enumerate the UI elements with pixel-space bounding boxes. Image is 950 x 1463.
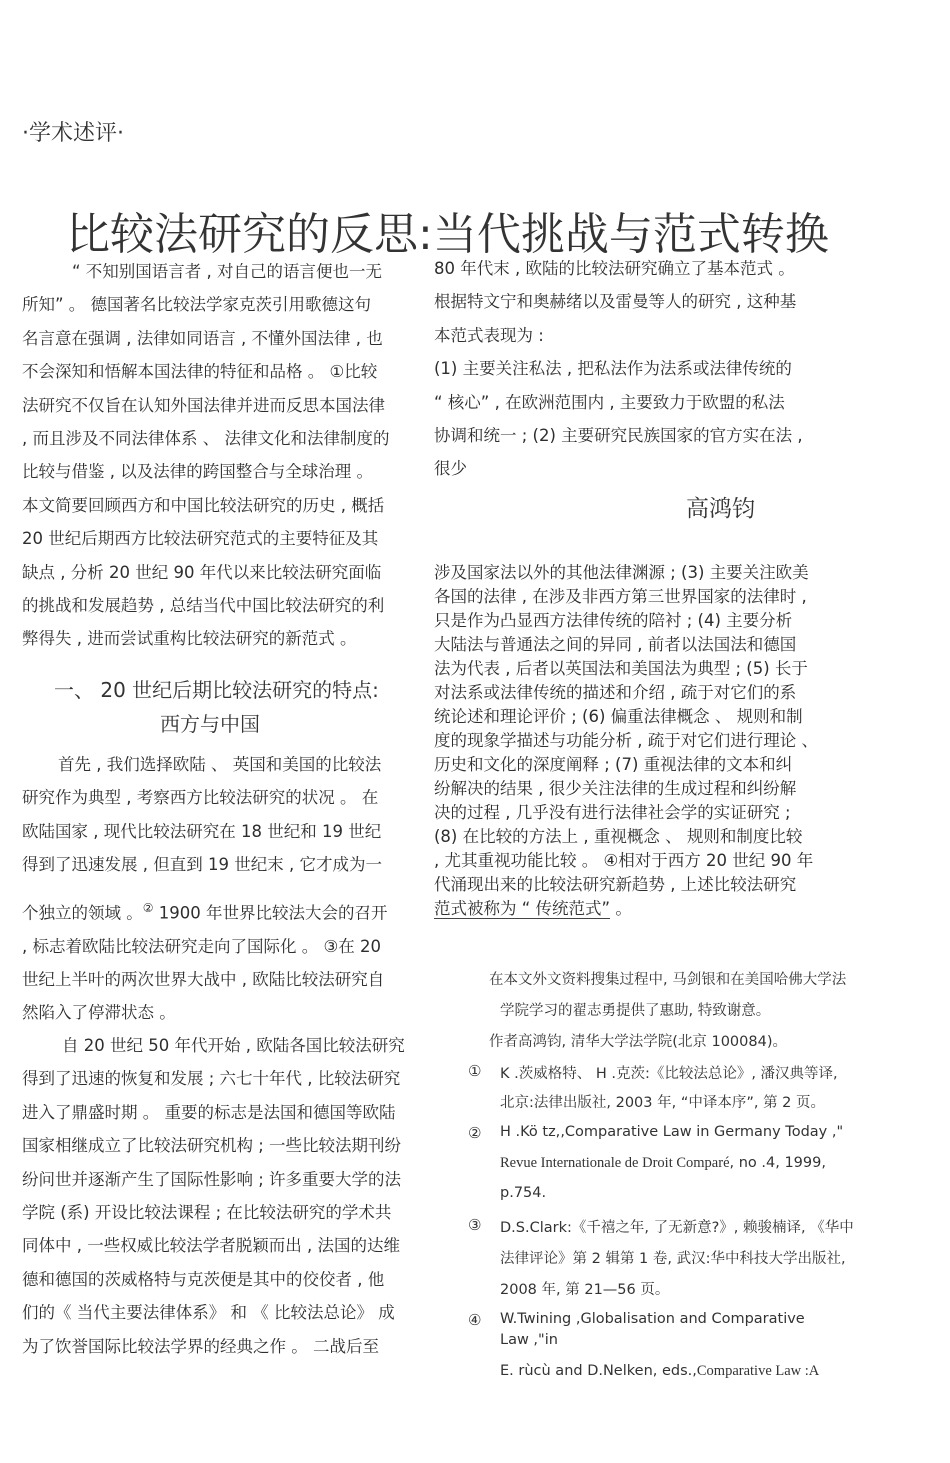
footnote-2-line: p.754. <box>500 1185 547 1201</box>
footnote-3-line: 2008 年, 第 21—56 页。 <box>500 1282 670 1298</box>
right-mid-paragraph <box>434 561 824 921</box>
text-line: 历史和文化的深度阐释 ; (7) 重视法律的文本和纠 <box>434 755 793 774</box>
footnote-number-1: ① <box>468 1062 482 1080</box>
section-heading-line-2: 西方与中国 <box>160 712 260 736</box>
text-line: 为了饮誉国际比较法学界的经典之作 。 二战后至 <box>22 1336 379 1356</box>
text-line: 国家相继成立了比较法研究机构 ; 一些比较法期刊纷 <box>22 1136 402 1156</box>
acknowledgement-line: 在本文外文资料搜集过程中, 马剑银和在美国哈佛大学法 <box>489 972 847 988</box>
text-line: 根据特文宁和奥赫绪以及雷曼等人的研究 , 这种基 <box>434 292 797 312</box>
text-line: 得到了迅速的恢复和发展 ; 六七十年代 , 比较法研究 <box>22 1069 401 1089</box>
text-fragment: , no .4, 1999, <box>729 1155 826 1171</box>
text-line: 缺点 , 分析 20 世纪 90 年代以来比较法研究面临 <box>22 562 382 582</box>
text-line: 自 20 世纪 50 年代开始 , 欧陆各国比较法研究 <box>62 1036 405 1055</box>
footnote-number-3: ③ <box>468 1216 482 1234</box>
text-line: 代涌现出来的比较法研究新趋势 , 上述比较法研究 <box>434 875 797 894</box>
text-line: 本范式表现为 : <box>434 325 544 345</box>
text-line: 纷问世并逐渐产生了国际性影响 ; 许多重要大学的法 <box>22 1169 402 1189</box>
text-line: 本文简要回顾西方和中国比较法研究的历史 , 概括 <box>22 495 385 515</box>
text-line: 20 世纪后期西方比较法研究范式的主要特征及其 <box>22 529 379 549</box>
text-line: 的挑战和发展趋势 , 总结当代中国比较法研究的利 <box>22 596 385 616</box>
acknowledgement-line: 学院学习的翟志勇提供了惠助, 特致谢意。 <box>500 1003 771 1019</box>
text-fragment: 1900 年世界比较法大会的召开 <box>153 903 388 923</box>
text-line: , 尤其重视功能比较 。 ④相对于西方 20 世纪 90 年 <box>434 851 814 870</box>
text-fragment: E. rùcù and D.Nelken, eds., <box>500 1363 697 1379</box>
text-line: 纷解决的结果 , 很少关注法律的生成过程和纠纷解 <box>434 779 797 798</box>
text-line: , 标志着欧陆比较法研究走向了国际化 。 ③在 20 <box>22 936 382 956</box>
text-line: 大陆法与普通法之间的异同 , 前者以法国法和德国 <box>434 635 797 654</box>
text-line: 只是作为凸显西方法律传统的陪衬 ; (4) 主要分析 <box>434 611 793 630</box>
text-line: 弊得失 , 进而尝试重构比较法研究的新范式 。 <box>22 629 357 649</box>
text-line: (8) 在比较的方法上 , 重视概念 、 规则和制度比较 <box>434 827 803 846</box>
footnote-3-line: 法律评论》第 2 辑第 1 卷, 武汉:华中科技大学出版社, <box>500 1251 846 1267</box>
text-line: 不会深知和悟解本国法律的特征和品格 。 ①比较 <box>22 362 378 382</box>
text-line: 名言意在强调 , 法律如同语言 , 不懂外国法律 , 也 <box>22 328 383 348</box>
footnote-4-line <box>500 1363 819 1380</box>
text-line <box>434 897 824 921</box>
journal-title: Revue Internationale de Droit Comparé <box>500 1155 730 1171</box>
text-line: 统论述和理论评价 ; (6) 偏重法律概念 、 规则和制 <box>434 707 803 726</box>
text-line: “ 核心” , 在欧洲范围内 , 主要致力于欧盟的私法 <box>434 392 785 412</box>
text-line: 涉及国家法以外的其他法律渊源 ; (3) 主要关注欧美 <box>434 563 809 582</box>
text-line: 协调和统一 ; (2) 主要研究民族国家的官方实在法 , <box>434 426 803 446</box>
footnote-4-line: Law ,"in <box>500 1332 558 1348</box>
paragraph-2 <box>22 748 410 1030</box>
text-line: “ 不知别国语言者 , 对自己的语言便也一无 <box>72 262 383 281</box>
text-line: 进入了鼎盛时期 。 重要的标志是法国和德国等欧陆 <box>22 1102 396 1122</box>
footnote-ref-2: ② <box>142 900 154 915</box>
text-line: 对法系或法律传统的描述和介绍 , 疏于对它们的系 <box>434 683 797 702</box>
footnote-2-line <box>500 1155 826 1172</box>
intro-paragraph <box>22 255 410 656</box>
text-line <box>22 892 410 930</box>
text-line: , 而且涉及不同法律体系 、 法律文化和法律制度的 <box>22 429 390 449</box>
text-line: 研究作为典型 , 考察西方比较法研究的状况 。 在 <box>22 788 379 808</box>
text-line: 法为代表 , 后者以英国法和美国法为典型 ; (5) 长于 <box>434 659 808 678</box>
text-line: 决的过程 , 几乎没有进行法律社会学的实证研究 ; <box>434 803 791 822</box>
text-line: 得到了迅速发展 , 但直到 19 世纪末 , 它才成为一 <box>22 855 382 875</box>
page-title: 比较法研究的反思:当代挑战与范式转换 <box>66 209 829 260</box>
text-fragment: 。 <box>610 899 632 918</box>
footnote-2-line: H .Kö tz,‚Comparative Law in Germany Today ," <box>500 1124 844 1140</box>
text-line: 各国的法律 , 在涉及非西方第三世界国家的法律时 , <box>434 587 807 606</box>
text-line: 德和德国的茨威格特与克茨便是其中的佼佼者 , 他 <box>22 1269 385 1289</box>
underlined-term: 范式被称为 “ 传统范式” <box>434 899 611 918</box>
text-line: 很少 <box>434 459 467 479</box>
text-line: 首先 , 我们选择欧陆 、 英国和美国的比较法 <box>58 755 382 774</box>
footnote-4-line: W.Twining ,Globalisation and Comparative <box>500 1311 805 1327</box>
section-heading-line-1: 一、 20 世纪后期比较法研究的特点: <box>54 678 379 702</box>
right-top-paragraph <box>434 252 826 486</box>
footnote-number-4: ④ <box>468 1311 482 1329</box>
text-line: 然陷入了停滞状态 。 <box>22 1003 176 1023</box>
text-fragment: 个独立的领域 。 <box>22 903 143 923</box>
text-line: 学院 (系) 开设比较法课程 ; 在比较法研究的学术共 <box>22 1203 392 1223</box>
text-line: 欧陆国家 , 现代比较法研究在 18 世纪和 19 世纪 <box>22 821 382 841</box>
text-line: 所知” 。 德国著名比较法学家克茨引用歌德这句 <box>22 295 372 315</box>
author-affiliation: 作者高鸿钧, 清华大学法学院(北京 100084)。 <box>489 1034 787 1050</box>
text-line: 们的《 当代主要法律体系》 和 《 比较法总论》 成 <box>22 1303 395 1323</box>
book-title: Comparative Law :A <box>696 1363 820 1379</box>
section-tag: ·学术述评· <box>22 121 124 146</box>
text-line: 度的现象学描述与功能分析 , 疏于对它们进行理论 、 <box>434 731 818 750</box>
footnote-1-line: 北京:法律出版社, 2003 年, “中译本序”, 第 2 页。 <box>500 1095 826 1111</box>
text-line: 比较与借鉴 , 以及法律的跨国整合与全球治理 。 <box>22 462 373 482</box>
text-line: 同体中 , 一些权威比较法学者脱颖而出 , 法国的达维 <box>22 1236 400 1256</box>
text-line: (1) 主要关注私法 , 把私法作为法系或法律传统的 <box>434 359 792 379</box>
text-line: 80 年代末 , 欧陆的比较法研究确立了基本范式 。 <box>434 259 795 278</box>
paragraph-3 <box>22 1029 414 1363</box>
text-line: 世纪上半叶的两次世界大战中 , 欧陆比较法研究自 <box>22 969 385 989</box>
text-line: 法研究不仅旨在认知外国法律并进而反思本国法律 <box>22 395 385 415</box>
footnote-1-line: K .茨威格特、 H .克茨:《比较法总论》, 潘汉典等译, <box>500 1066 838 1082</box>
footnote-3-line: D.S.Clark:《千禧之年, 了无新意?》, 赖骏楠译, 《华中 <box>500 1220 854 1236</box>
footnote-number-2: ② <box>468 1124 482 1142</box>
author-name: 高鸿钧 <box>686 496 755 522</box>
